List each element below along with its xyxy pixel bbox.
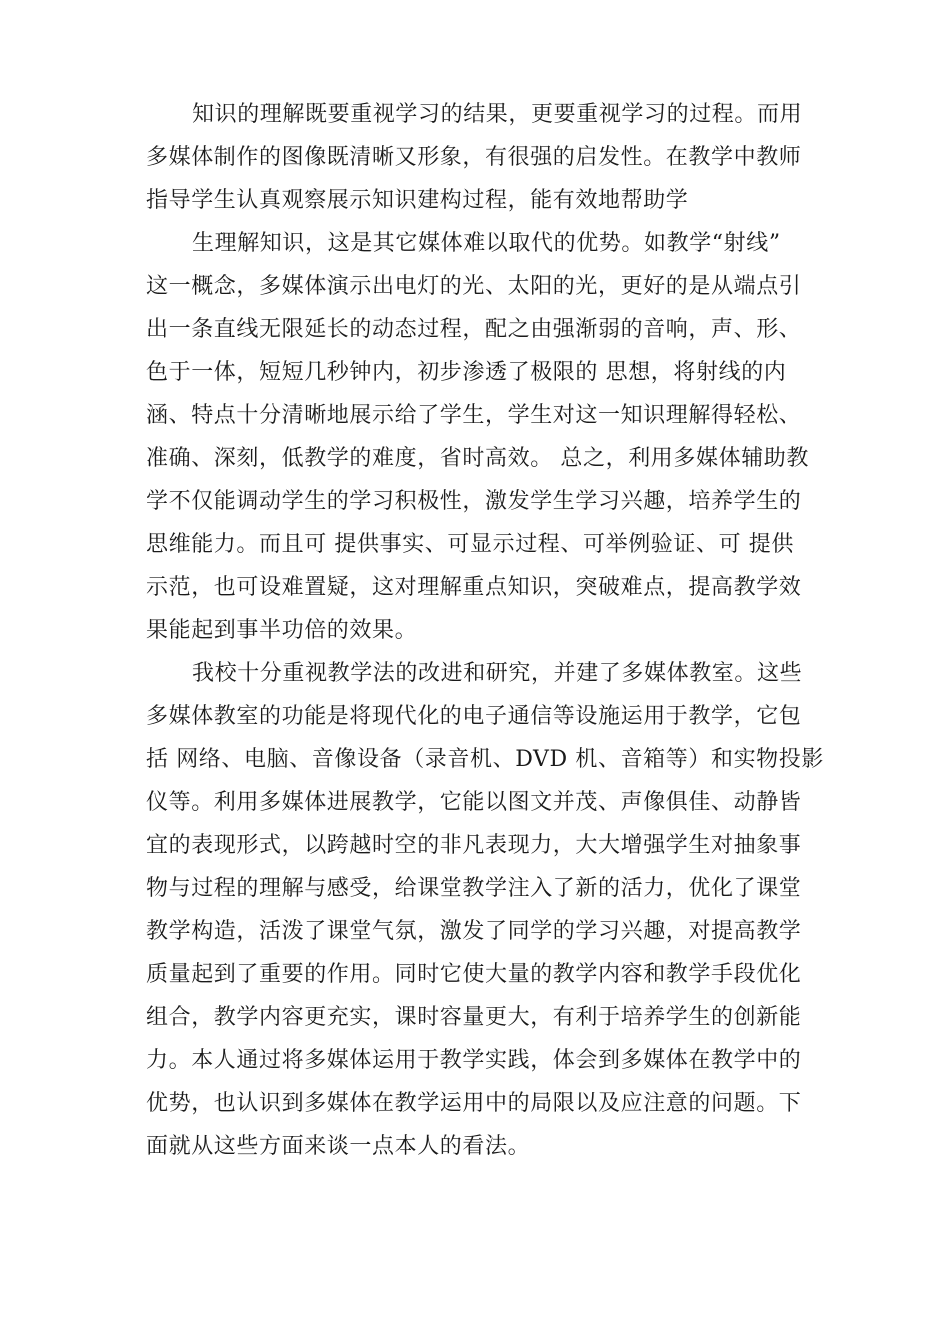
- text-line: 色于一体，短短几秒钟内，初步渗透了极限的 思想，将射线的内: [146, 360, 787, 385]
- text-line: 涵、特点十分清晰地展示给了学生，学生对这一知识理解得轻松、: [146, 403, 802, 428]
- text-line: 仪等。利用多媒体进展教学，它能以图文并茂、声像俱佳、动静皆: [146, 790, 802, 815]
- text-line: 果能起到事半功倍的效果。: [146, 618, 418, 643]
- text-line: 知识的理解既要重视学习的结果，更要重视学习的过程。而用: [192, 102, 803, 127]
- text-line: 物与过程的理解与感受，给课堂教学注入了新的活力，优化了课堂: [146, 876, 802, 901]
- text-line: 这一概念，多媒体演示出电灯的光、太阳的光，更好的是从端点引: [146, 274, 802, 299]
- text-line: 指导学生认真观察展示知识建构过程，能有效地帮助学: [146, 188, 689, 213]
- text-line: 括 网络、电脑、音像设备（录音机、DVD 机、音箱等）和实物投影: [146, 747, 824, 772]
- text-line: 优势，也认识到多媒体在教学运用中的局限以及应注意的问题。下: [146, 1091, 802, 1116]
- text-line: 生理解知识，这是其它媒体难以取代的优势。如教学“射线”: [192, 231, 781, 256]
- text-line: 准确、深刻，低教学的难度，省时高效。 总之，利用多媒体辅助教: [146, 446, 809, 471]
- text-line: 出一条直线无限延长的动态过程，配之由强渐弱的音响，声、形、: [146, 317, 802, 342]
- text-line: 力。本人通过将多媒体运用于教学实践，体会到多媒体在教学中的: [146, 1048, 802, 1073]
- text-line: 多媒体教室的功能是将现代化的电子通信等设施运用于教学，它包: [146, 704, 802, 729]
- text-line: 示范，也可设难置疑，这对理解重点知识，突破难点，提高教学效: [146, 575, 802, 600]
- text-line: 质量起到了重要的作用。同时它使大量的教学内容和教学手段优化: [146, 962, 802, 987]
- text-line: 多媒体制作的图像既清晰又形象，有很强的启发性。在教学中教师: [146, 145, 802, 170]
- text-line: 面就从这些方面来谈一点本人的看法。: [146, 1134, 531, 1159]
- text-line: 学不仅能调动学生的学习积极性，激发学生学习兴趣，培养学生的: [146, 489, 802, 514]
- text-line: 教学构造，活泼了课堂气氛，激发了同学的学习兴趣，对提高教学: [146, 919, 802, 944]
- text-line: 宜的表现形式，以跨越时空的非凡表现力，大大增强学生对抽象事: [146, 833, 802, 858]
- text-line: 我校十分重视教学法的改进和研究，并建了多媒体教室。这些: [192, 661, 803, 686]
- text-line: 组合，教学内容更充实，课时容量更大，有利于培养学生的创新能: [146, 1005, 802, 1030]
- text-line: 思维能力。而且可 提供事实、可显示过程、可举例验证、可 提供: [146, 532, 794, 557]
- body-text: [146, 93, 824, 1168]
